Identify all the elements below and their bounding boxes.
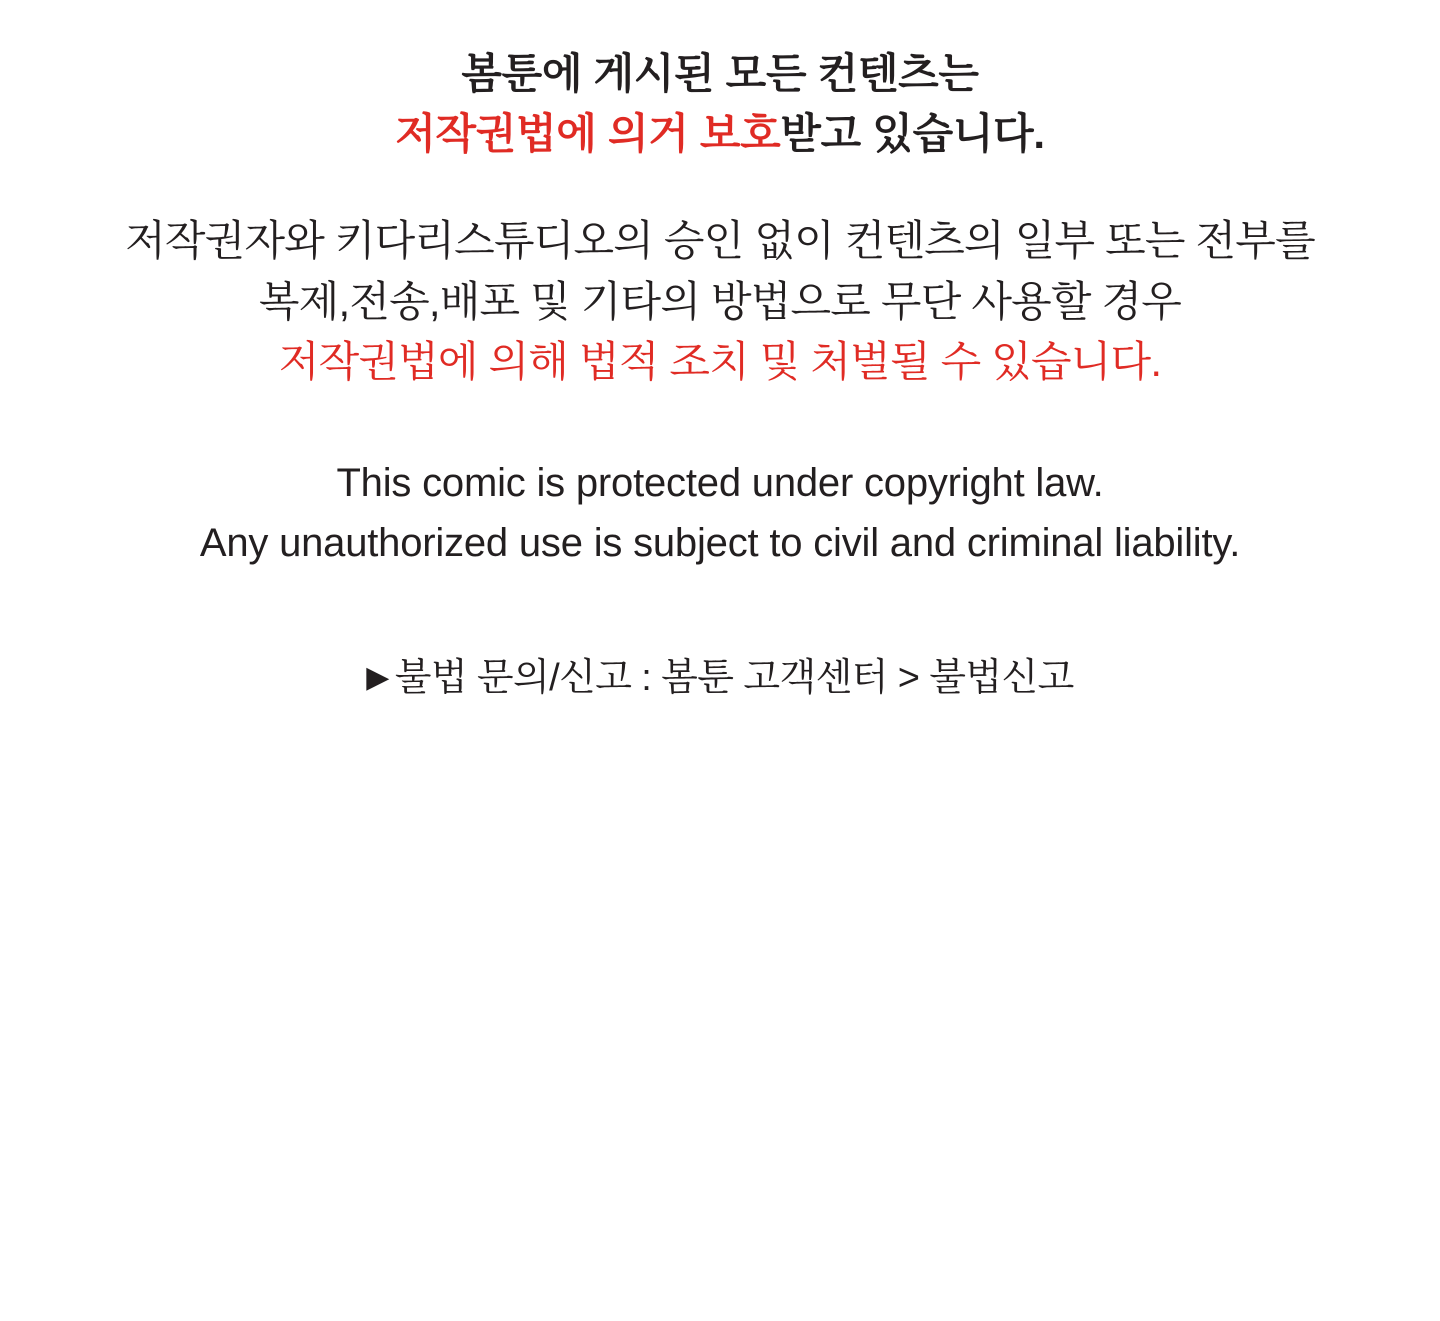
korean-body-block [60,211,1380,392]
korean-heading-line-2 [60,104,1380,164]
report-line-text: 불법 문의/신고 : 봄툰 고객센터 > 불법신고 [394,657,1074,700]
english-body-line-1: This comic is protected under copyright law. [336,460,1104,505]
korean-body-line-3-warning: 저작권법에 의해 법적 조치 및 처벌될 수 있습니다. [278,338,1162,386]
korean-heading-block [60,44,1380,163]
bottom-spacer [60,705,1380,1265]
korean-heading-line-2-rest: 받고 있습니다. [780,109,1045,157]
triangle-right-icon: ▶ [366,661,389,695]
english-body-line-2: Any unauthorized use is subject to civil and criminal liability. [199,521,1241,566]
korean-heading-highlight: 저작권법에 의거 보호 [395,109,781,157]
report-line [60,652,1380,705]
korean-body-line-1: 저작권자와 키다리스튜디오의 승인 없이 컨텐츠의 일부 또는 전부를 [125,217,1315,265]
english-body-block [60,453,1380,575]
korean-heading-line-1: 봄툰에 게시된 모든 컨텐츠는 [461,50,979,97]
korean-body-line-2: 복제,전송,배포 및 기타의 방법으로 무단 사용할 경우 [258,277,1182,325]
